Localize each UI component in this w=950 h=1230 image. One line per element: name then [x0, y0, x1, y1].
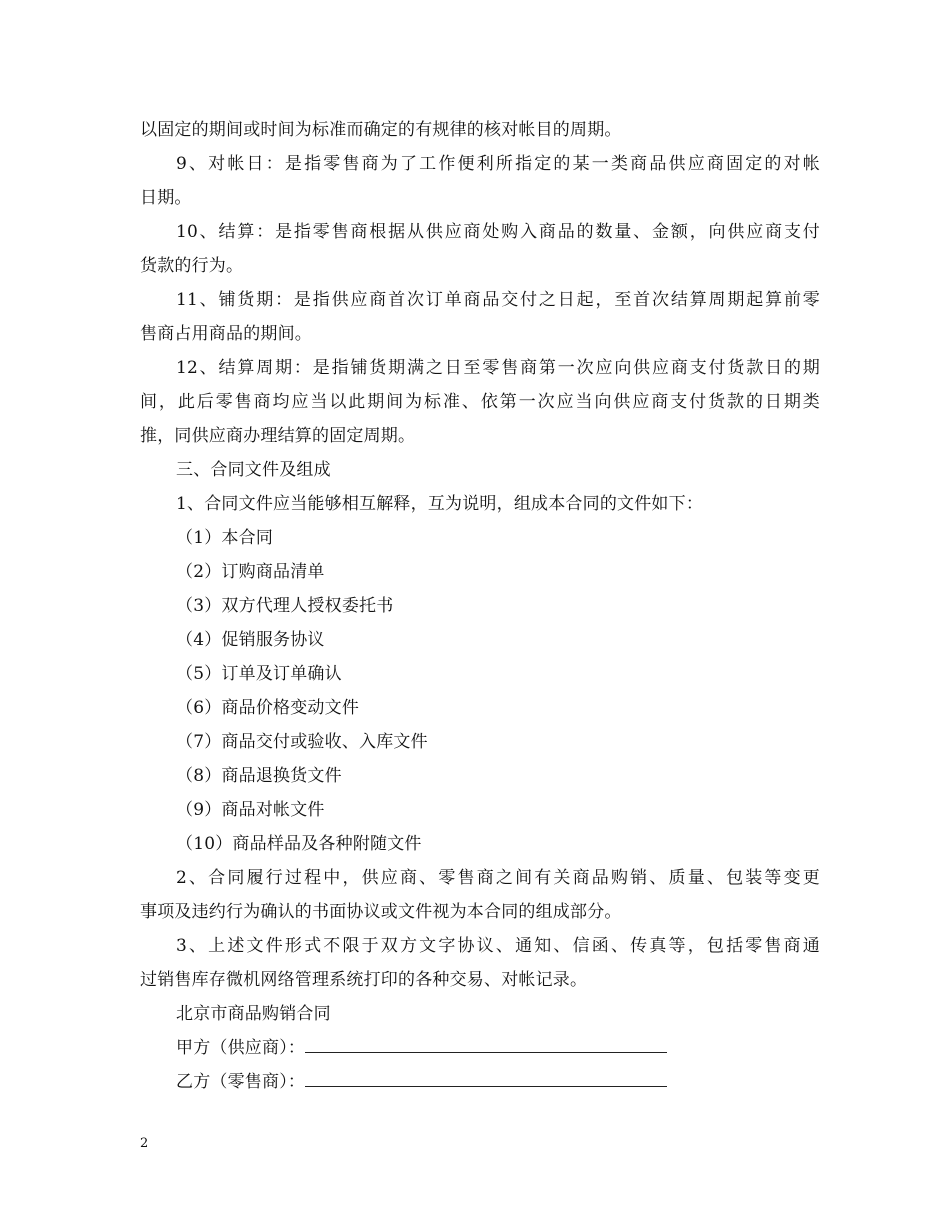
list-item: （8）商品退换货文件 [176, 766, 342, 786]
list-item: （5）订单及订单确认 [176, 664, 342, 684]
paragraph-line: 10、结算：是指零售商根据从供应商处购入商品的数量、金额，向供应商支付 [176, 222, 820, 242]
paragraph-line: 日期。 [140, 188, 192, 208]
paragraph-line: 间，此后零售商均应当以此期间为标准、依第一次应当向供应商支付货款的日期类 [140, 392, 820, 412]
contract-title: 北京市商品购销合同 [176, 1004, 331, 1024]
paragraph-line: 9、对帐日：是指零售商为了工作便利所指定的某一类商品供应商固定的对帐 [176, 154, 820, 174]
paragraph-line: 12、结算周期：是指铺货期满之日至零售商第一次应向供应商支付货款日的期 [176, 358, 820, 378]
party-a-blank [305, 1036, 667, 1053]
paragraph-line: 售商占用商品的期间。 [140, 324, 312, 344]
party-b-label: 乙方（零售商）： [176, 1072, 306, 1092]
party-a-line [176, 1036, 856, 1060]
paragraph-line: 3、上述文件形式不限于双方文字协议、通知、信函、传真等，包括零售商通 [176, 936, 820, 956]
list-item: （3）双方代理人授权委托书 [176, 596, 394, 616]
paragraph-line: 2、合同履行过程中，供应商、零售商之间有关商品购销、质量、包装等变更 [176, 868, 820, 888]
section-heading: 三、合同文件及组成 [176, 460, 331, 480]
list-item: （4）促销服务协议 [176, 630, 325, 650]
paragraph-line: 以固定的期间或时间为标准而确定的有规律的核对帐目的周期。 [140, 120, 622, 140]
list-item: （1）本合同 [176, 528, 274, 548]
party-b-blank [305, 1070, 667, 1087]
list-item: （6）商品价格变动文件 [176, 698, 360, 718]
party-b-line [176, 1070, 856, 1094]
paragraph-line: 过销售库存微机网络管理系统打印的各种交易、对帐记录。 [140, 970, 588, 990]
list-item: （2）订购商品清单 [176, 562, 325, 582]
paragraph-line: 11、铺货期：是指供应商首次订单商品交付之日起，至首次结算周期起算前零 [176, 290, 820, 310]
list-item: （7）商品交付或验收、入库文件 [176, 732, 428, 752]
paragraph-line: 货款的行为。 [140, 256, 244, 276]
paragraph-line: 事项及违约行为确认的书面协议或文件视为本合同的组成部分。 [140, 902, 622, 922]
paragraph-line: 推，同供应商办理结算的固定周期。 [140, 426, 416, 446]
list-item: （10）商品样品及各种附随文件 [176, 834, 422, 854]
list-item: （9）商品对帐文件 [176, 800, 325, 820]
paragraph-line: 1、合同文件应当能够相互解释，互为说明，组成本合同的文件如下： [176, 494, 704, 514]
party-a-label: 甲方（供应商）： [176, 1038, 306, 1058]
page-number: 2 [140, 1136, 149, 1151]
